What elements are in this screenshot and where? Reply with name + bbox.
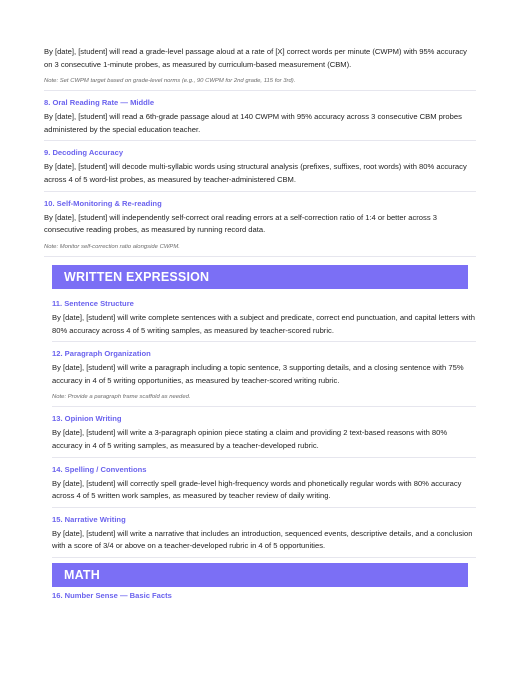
written-expression-section: [52, 292, 476, 558]
goal-title: 11. Sentence Structure: [52, 299, 134, 308]
goal-title: 9. Decoding Accuracy: [44, 148, 124, 158]
math-section: [52, 590, 476, 604]
goal-text: By [date], [student] will write a 3-paragraph opinion piece stating a claim and providing 2 text-based reasons with 80% accuracy in 4 of 5 writing samples, as measured by a teacher-developed rubric.: [52, 428, 448, 450]
section-header-math: MATH: [52, 563, 468, 587]
goal-block: [52, 292, 476, 342]
goal-note: Note: Provide a paragraph frame scaffold as needed.: [52, 394, 191, 401]
goal-text: By [date], [student] will independently self-correct oral reading errors at a self-correction ratio of 1:4 or better across 3 consecutive reading probes, as measured by running record data.: [44, 212, 437, 235]
goal-block: [44, 91, 476, 141]
goal-text: By [date], [student] will write complete sentences with a subject and predicate, correct end punctuation, and capital letters with 80% accuracy across 4 of 5 writing samples, as measured by teacher-scored rubric.: [52, 313, 475, 335]
goal-block: [44, 192, 476, 257]
goal-title: 16. Number Sense — Basic Facts: [52, 591, 172, 600]
goal-title: 15. Narrative Writing: [52, 514, 126, 524]
divider: [44, 256, 476, 257]
intro-goal-text: By [date], [student] will read a grade-level passage aloud at a rate of [X] correct words per minute (CWPM) with 95% accuracy on 3 consecutive 1-minute probes, as measured by curriculum-based measurement (CBM).: [44, 47, 467, 69]
goal-title: 14. Spelling / Conventions: [52, 464, 147, 474]
goal-block: [44, 141, 476, 191]
goal-text: By [date], [student] will read a 6th-grade passage aloud at 140 CWPM with 95% accuracy across 3 consecutive CBM probes administered by the special education teacher.: [44, 112, 462, 134]
reading-section: [44, 46, 476, 257]
goal-title: 10. Self-Monitoring & Re-reading: [44, 198, 162, 208]
goal-block: [52, 342, 476, 407]
goal-block: [52, 407, 476, 457]
goal-title: 8. Oral Reading Rate — Middle: [44, 98, 155, 108]
goal-title: 13. Opinion Writing: [52, 414, 122, 424]
goal-text: By [date], [student] will correctly spell grade-level high-frequency words and phonetically regular words with 80% accuracy across 4 of 5 written work samples, as measured by teacher review of daily writing.: [52, 478, 462, 501]
goal-block: [52, 458, 476, 508]
section-header-written-expression: WRITTEN EXPRESSION: [52, 265, 468, 289]
goal-text: By [date], [student] will write a paragraph including a topic sentence, 3 supporting details, and a closing sentence with 75% accuracy in 4 of 5 writing opportunities, as measured by teacher-scored writing rubric.: [52, 363, 464, 385]
divider: [52, 557, 476, 558]
intro-note: Note: Set CWPM target based on grade-level norms (e.g., 90 CWPM for 2nd grade, 115 for 3rd).: [44, 78, 296, 85]
goal-block: [52, 508, 476, 558]
goal-title: 12. Paragraph Organization: [52, 349, 151, 359]
goal-text: By [date], [student] will write a narrative that includes an introduction, sequenced events, descriptive details, and a conclusion with a score of 3/4 or above on a teacher-developed rubric in 4 of 5 opportunities.: [52, 528, 473, 551]
goal-text: By [date], [student] will decode multi-syllabic words using structural analysis (prefixes, suffixes, root words) with 80% accuracy across 4 of 5 word-list probes, as measured by teacher-administered CBM.: [44, 162, 467, 184]
goal-note: Note: Monitor self-correction ratio alongside CWPM.: [44, 243, 180, 250]
